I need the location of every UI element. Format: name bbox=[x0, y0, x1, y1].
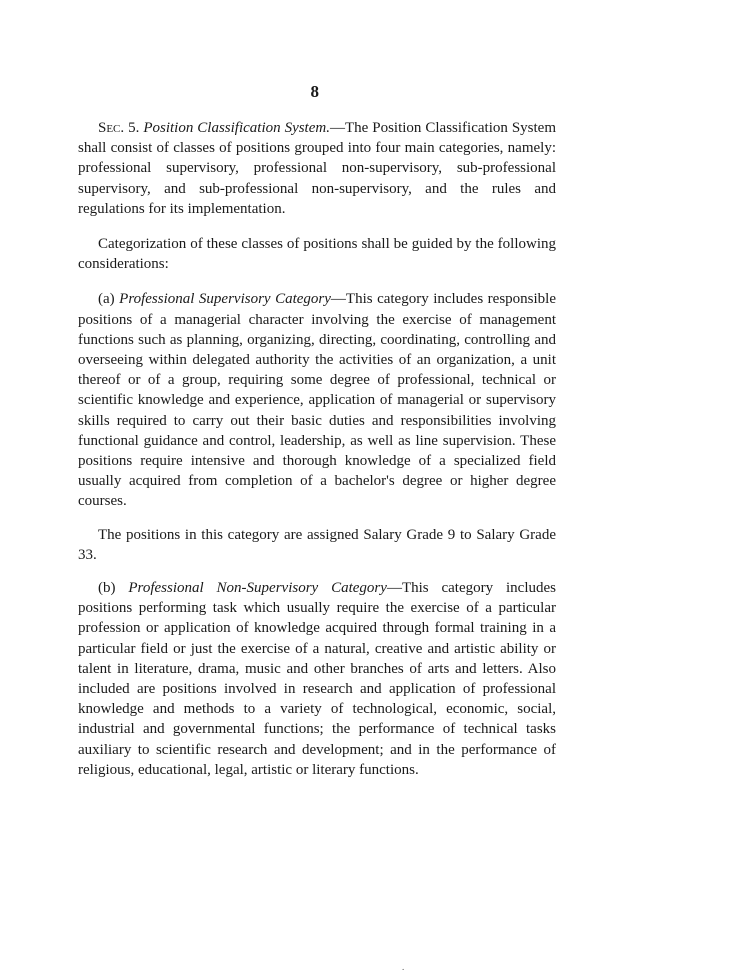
section-title: Position Classification System. bbox=[143, 120, 330, 136]
category-b-text: This category includes positions performing task which usually require the exercise of a particular profession or application of knowledge acquired through formal training in a particular field or just the exercise of a natural, creative and artistic ability or talent in literature, drama, music and other branches of arts and letters. Also included are positions involved in research and application of professional knowledge and methods to a variety of technological, economic, social, industrial and governmental functions; the performance of technical tasks auxiliary to scientific research and development; and in the performance of religious, educational, legal, artistic or literary functions. bbox=[78, 580, 557, 778]
category-a-text: This category includes responsible positions of a managerial character involving the exercise of management functions such as planning, organizing, directing, coordinating, controlling and overseeing within delegated authority the activities of an organization, a unit thereof or of a group, requiring some degree of professional, technical or scientific knowledge and experience, application of managerial or supervisory skills required to carry out their basic duties and responsibilities involving functional guidance and control, leadership, as well as line supervision. These positions require intensive and thorough knowledge of a specialized field usually acquired from completion of a bachelor's degree or higher degree courses. bbox=[78, 291, 556, 510]
category-b-marker: (b) bbox=[98, 580, 116, 597]
category-a-marker: (a) bbox=[98, 291, 115, 308]
section-title-dash: — bbox=[329, 120, 345, 136]
category-a-dash: — bbox=[330, 291, 346, 308]
section-text: The Position Classification System shall consist of classes of positions grouped into four main categories, namely: professional supervisory, professional non-supervisory, sub-professional supervisory, and sub-professional non-supervisory, and the rules and regulations for its implementation. bbox=[78, 120, 556, 217]
salary-grade-text: The positions in this category are assigned Salary Grade 9 to Salary Grade 33. bbox=[78, 526, 556, 563]
section-label: Sec. 5. bbox=[98, 120, 140, 136]
salary-grade-paragraph bbox=[78, 525, 556, 565]
page-number: 8 bbox=[310, 82, 320, 101]
category-a-title: Professional Supervisory Category bbox=[119, 291, 331, 308]
category-a-paragraph bbox=[78, 289, 556, 511]
page-body bbox=[78, 118, 556, 793]
category-b-title: Professional Non-Supervisory Category bbox=[128, 580, 387, 597]
footer-mark: . bbox=[402, 962, 405, 972]
categorization-text: Categorization of these classes of positions shall be guided by the following considerations: bbox=[78, 236, 556, 273]
category-b-paragraph bbox=[78, 578, 556, 780]
category-b-dash: — bbox=[386, 580, 402, 597]
section-5-paragraph bbox=[78, 118, 556, 219]
categorization-paragraph bbox=[78, 234, 556, 274]
